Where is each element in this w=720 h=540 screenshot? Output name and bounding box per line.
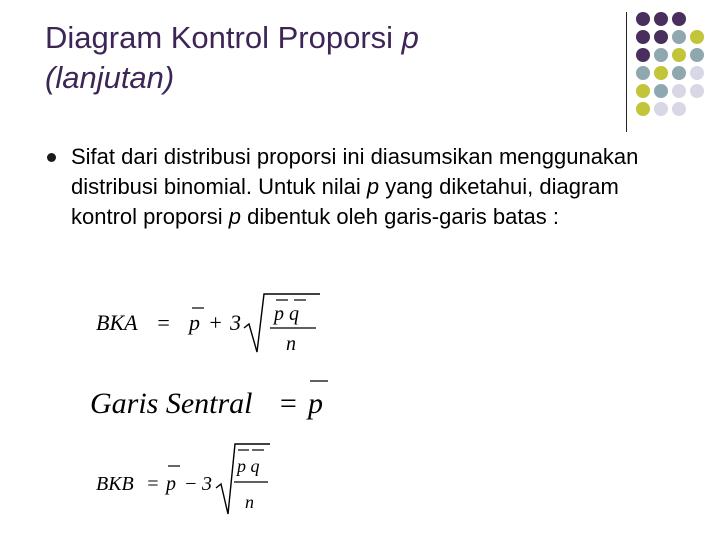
bkb-denominator: n: [245, 492, 254, 512]
divider-line: [626, 12, 627, 132]
decor-dot: [636, 66, 650, 80]
gs-label: Garis Sentral: [90, 387, 253, 420]
decor-dot: [654, 84, 668, 98]
decor-dot: [636, 102, 650, 116]
decor-dot: [636, 48, 650, 62]
bka-plus: +: [208, 310, 223, 335]
decor-dot: [672, 12, 686, 26]
decor-dot: [672, 48, 686, 62]
decor-dot: [690, 30, 704, 44]
bullet-text: [71, 142, 671, 232]
bka-eq: =: [156, 310, 171, 335]
bka-three: 3: [230, 310, 241, 335]
formula-bka: [94, 288, 334, 358]
formula-bkb: [94, 438, 294, 518]
decor-dot: [672, 66, 686, 80]
bkb-minus: −: [184, 473, 198, 495]
bka-label: BKA: [96, 310, 138, 335]
decor-dot: [690, 48, 704, 62]
bullet-part2: yang diketahui, diagram kontrol proporsi: [71, 174, 619, 229]
bkb-three: 3: [202, 473, 212, 495]
bkb-p: p: [166, 473, 176, 495]
decor-dot: [636, 84, 650, 98]
bullet-var1: p: [366, 174, 380, 199]
bullet-part1: Sifat dari distribusi proporsi ini diasumsikan menggunakan distribusi binomial. Untuk nilai: [71, 144, 639, 199]
slide-title: [45, 18, 605, 98]
bka-denominator: n: [286, 333, 296, 355]
decor-dot: [672, 102, 686, 116]
gs-p: p: [308, 387, 323, 420]
decor-dot: [654, 102, 668, 116]
bullet-dot-icon: [47, 153, 56, 162]
bkb-label: BKB: [96, 473, 134, 495]
bkb-sqrt: [216, 444, 270, 514]
gs-eq: =: [278, 387, 299, 420]
decor-dot: [654, 12, 668, 26]
decor-dot: [636, 12, 650, 26]
decor-dot: [636, 30, 650, 44]
decor-dot: [654, 66, 668, 80]
title-line2: (lanjutan): [45, 60, 175, 95]
decor-dot: [690, 66, 704, 80]
dot-grid-decoration: [636, 12, 720, 122]
bullet-var2: p: [228, 204, 241, 229]
decor-dot: [654, 30, 668, 44]
bka-p: p: [189, 310, 200, 335]
decor-dot: [672, 84, 686, 98]
bkb-eq: =: [146, 473, 160, 495]
bka-numerator: p q: [274, 303, 299, 325]
decor-dot: [654, 48, 668, 62]
bullet-part3: dibentuk oleh garis-garis batas :: [241, 204, 559, 229]
title-var-p: p: [401, 20, 419, 55]
decor-dot: [690, 84, 704, 98]
bkb-numerator: p q: [237, 456, 260, 476]
decor-dot: [672, 30, 686, 44]
title-line1-prefix: Diagram Kontrol Proporsi: [45, 20, 402, 55]
formula-garis-sentral: [88, 375, 348, 425]
